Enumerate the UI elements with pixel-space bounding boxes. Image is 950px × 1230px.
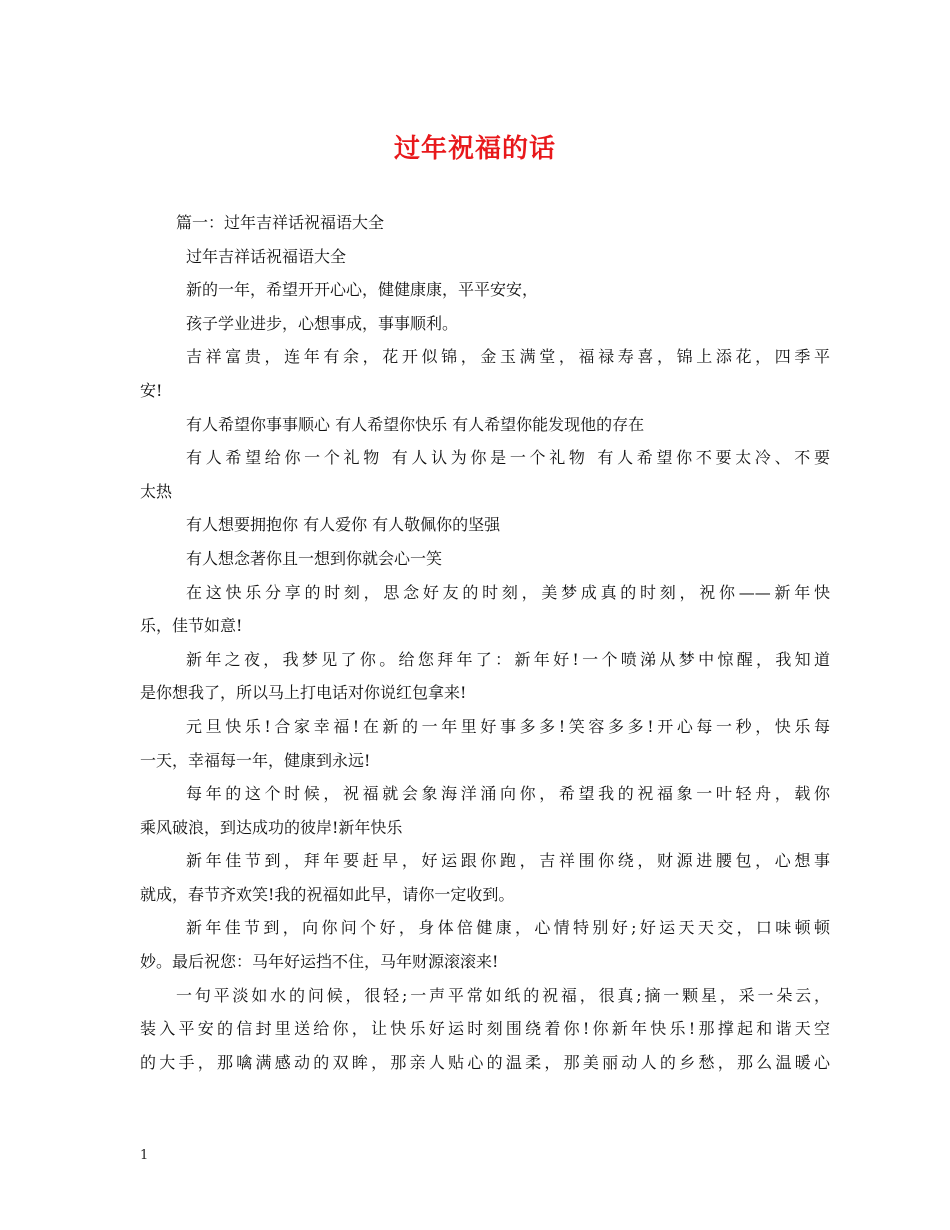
paragraph-line: 妙。最后祝您：马年好运挡不住，马年财源滚滚来! bbox=[140, 952, 499, 972]
paragraph-line: 乘风破浪，到达成功的彼岸!新年快乐 bbox=[140, 817, 403, 837]
document-body bbox=[140, 206, 830, 1079]
paragraph-line: 安! bbox=[140, 380, 163, 400]
paragraph-line: 每年的这个时候，祝福就会象海洋涌向你，希望我的祝福象一叶轻舟，载你 bbox=[186, 784, 830, 804]
paragraph-line: 乐，佳节如意! bbox=[140, 616, 243, 636]
paragraph-line: 新年佳节到，向你问个好，身体倍健康，心情特别好;好运天天交，口味顿顿 bbox=[186, 918, 830, 938]
paragraph-line: 新年佳节到，拜年要赶早，好运跟你跑，吉祥围你绕，财源进腰包，心想事 bbox=[186, 851, 830, 871]
paragraph-line: 有人希望你事事顺心 有人希望你快乐 有人希望你能发现他的存在 bbox=[186, 414, 645, 434]
paragraph-line: 在这快乐分享的时刻，思念好友的时刻，美梦成真的时刻，祝你——新年快 bbox=[186, 582, 830, 602]
paragraph-line: 有人想念著你且一想到你就会心一笑 bbox=[186, 548, 443, 568]
paragraph-line: 一天，幸福每一年，健康到永远! bbox=[140, 750, 371, 770]
paragraph-line: 孩子学业进步，心想事成，事事顺利。 bbox=[186, 313, 459, 333]
paragraph-line: 一句平淡如水的问候，很轻;一声平常如纸的祝福，很真;摘一颗星，采一朵云， bbox=[176, 985, 830, 1005]
paragraph-line: 新年之夜，我梦见了你。给您拜年了：新年好!一个喷涕从梦中惊醒，我知道 bbox=[186, 649, 830, 669]
paragraph-line: 是你想我了，所以马上打电话对你说红包拿来! bbox=[140, 683, 467, 703]
page-title: 过年祝福的话 bbox=[393, 134, 556, 164]
paragraph-line: 太热 bbox=[140, 481, 173, 501]
section-heading: 篇一：过年吉祥话祝福语大全 bbox=[176, 213, 385, 232]
paragraph-line: 新的一年，希望开开心心，健健康康，平平安安， bbox=[186, 280, 539, 300]
page-number: 1 bbox=[140, 1148, 149, 1163]
paragraph-line: 装入平安的信封里送给你，让快乐好运时刻围绕着你!你新年快乐!那撑起和谐天空 bbox=[140, 1019, 830, 1039]
paragraph-line: 过年吉祥话祝福语大全 bbox=[186, 246, 347, 266]
paragraph-line: 吉祥富贵，连年有余，花开似锦，金玉满堂，福禄寿喜，锦上添花，四季平 bbox=[186, 347, 830, 367]
paragraph-line: 的大手，那噙满感动的双眸，那亲人贴心的温柔，那美丽动人的乡愁，那么温暖心 bbox=[140, 1052, 830, 1072]
paragraph-line: 元旦快乐!合家幸福!在新的一年里好事多多!笑容多多!开心每一秒，快乐每 bbox=[186, 716, 830, 736]
paragraph-line: 有人想要拥抱你 有人爱你 有人敬佩你的坚强 bbox=[186, 515, 501, 535]
paragraph-line: 就成，春节齐欢笑!我的祝福如此早，请你一定收到。 bbox=[140, 884, 515, 904]
paragraph-line: 有人希望给你一个礼物 有人认为你是一个礼物 有人希望你不要太冷、不要 bbox=[186, 448, 830, 468]
